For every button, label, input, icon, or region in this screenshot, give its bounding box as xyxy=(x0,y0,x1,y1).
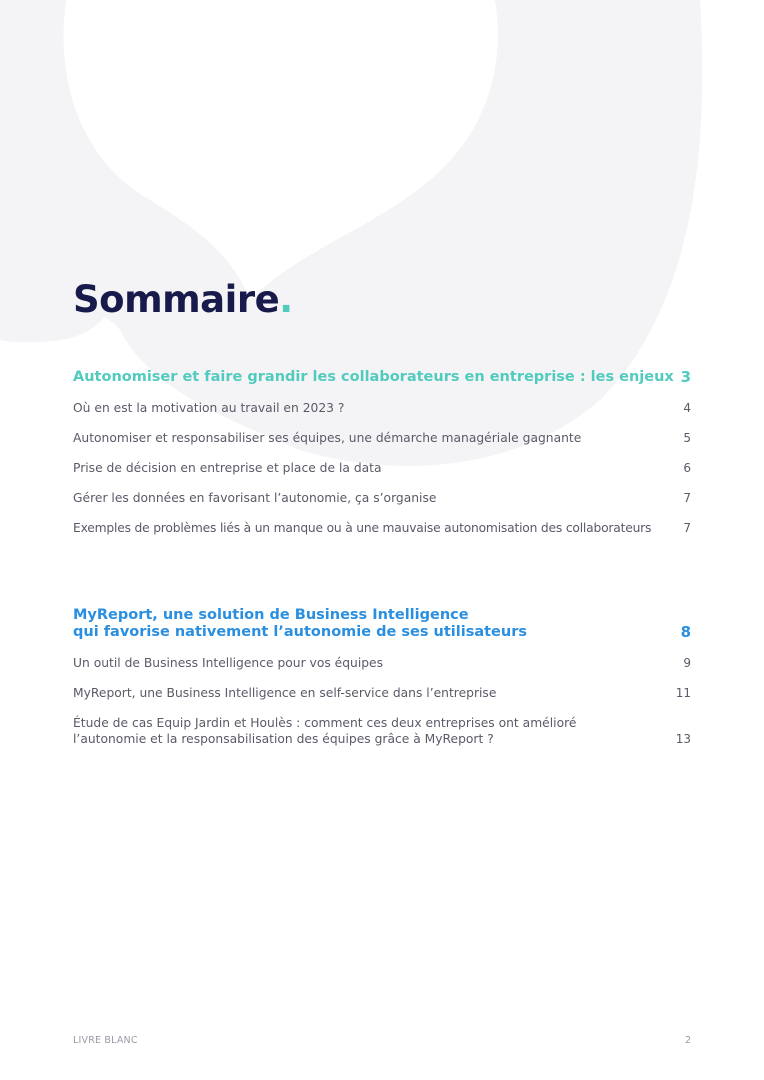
toc-entry[interactable] xyxy=(73,430,691,446)
toc-section-heading-label xyxy=(73,607,527,641)
toc-entry-page-number: 7 xyxy=(683,521,691,535)
toc-entry[interactable] xyxy=(73,490,691,506)
toc-entry-label: Gérer les données en favorisant l’autonomie, ça s’organise xyxy=(73,491,437,505)
toc-section-heading-2[interactable] xyxy=(73,607,691,641)
toc-entry-label: Où en est la motivation au travail en 2023 ? xyxy=(73,401,345,415)
toc-entry-page-number: 11 xyxy=(675,686,691,700)
toc-entry[interactable] xyxy=(73,655,691,671)
title-accent-dot: . xyxy=(279,278,293,321)
page-title xyxy=(73,278,293,321)
toc-entry-label: Un outil de Business Intelligence pour vos équipes xyxy=(73,656,384,670)
toc-section-page-number: 3 xyxy=(680,368,691,386)
toc-entry[interactable] xyxy=(73,715,691,747)
toc-entry-page-number: 9 xyxy=(683,656,691,670)
toc-entry-label-line-1: Étude de cas Equip Jardin et Houlès : comment ces deux entreprises ont amélioré xyxy=(73,716,577,730)
toc-entry[interactable] xyxy=(73,460,691,476)
toc-section-page-number: 8 xyxy=(680,623,691,641)
footer-label: LIVRE BLANC xyxy=(73,1035,138,1046)
toc-section-heading-line-1: MyReport, une solution de Business Intelligence xyxy=(73,607,469,623)
toc-entry-label: Exemples de problèmes liés à un manque ou à une mauvaise autonomisation des collaborateurs xyxy=(73,521,652,535)
toc-entry-label-line-2: l’autonomie et la responsabilisation des équipes grâce à MyReport ? xyxy=(73,732,494,746)
toc-entry-label xyxy=(73,715,576,747)
toc-entry-page-number: 13 xyxy=(675,732,691,746)
toc-section-heading-label: Autonomiser et faire grandir les collaborateurs en entreprise : les enjeux xyxy=(73,369,674,385)
footer-page-number: 2 xyxy=(684,1035,691,1046)
toc-section-heading-1[interactable] xyxy=(73,368,691,386)
toc-entry-label: Prise de décision en entreprise et place de la data xyxy=(73,461,382,475)
toc-entry[interactable] xyxy=(73,685,691,701)
toc-entry-label: MyReport, une Business Intelligence en self-service dans l’entreprise xyxy=(73,686,497,700)
toc-entry-page-number: 4 xyxy=(683,401,691,415)
toc-entry-label: Autonomiser et responsabiliser ses équipes, une démarche managériale gagnante xyxy=(73,431,582,445)
toc-entry-page-number: 6 xyxy=(683,461,691,475)
toc-entry[interactable] xyxy=(73,520,691,536)
toc-section-heading-line-2: qui favorise nativement l’autonomie de ses utilisateurs xyxy=(73,624,527,640)
toc-entry-page-number: 5 xyxy=(683,431,691,445)
toc-entry-page-number: 7 xyxy=(683,491,691,505)
page-title-text: Sommaire xyxy=(73,278,280,321)
toc-entry[interactable] xyxy=(73,400,691,416)
